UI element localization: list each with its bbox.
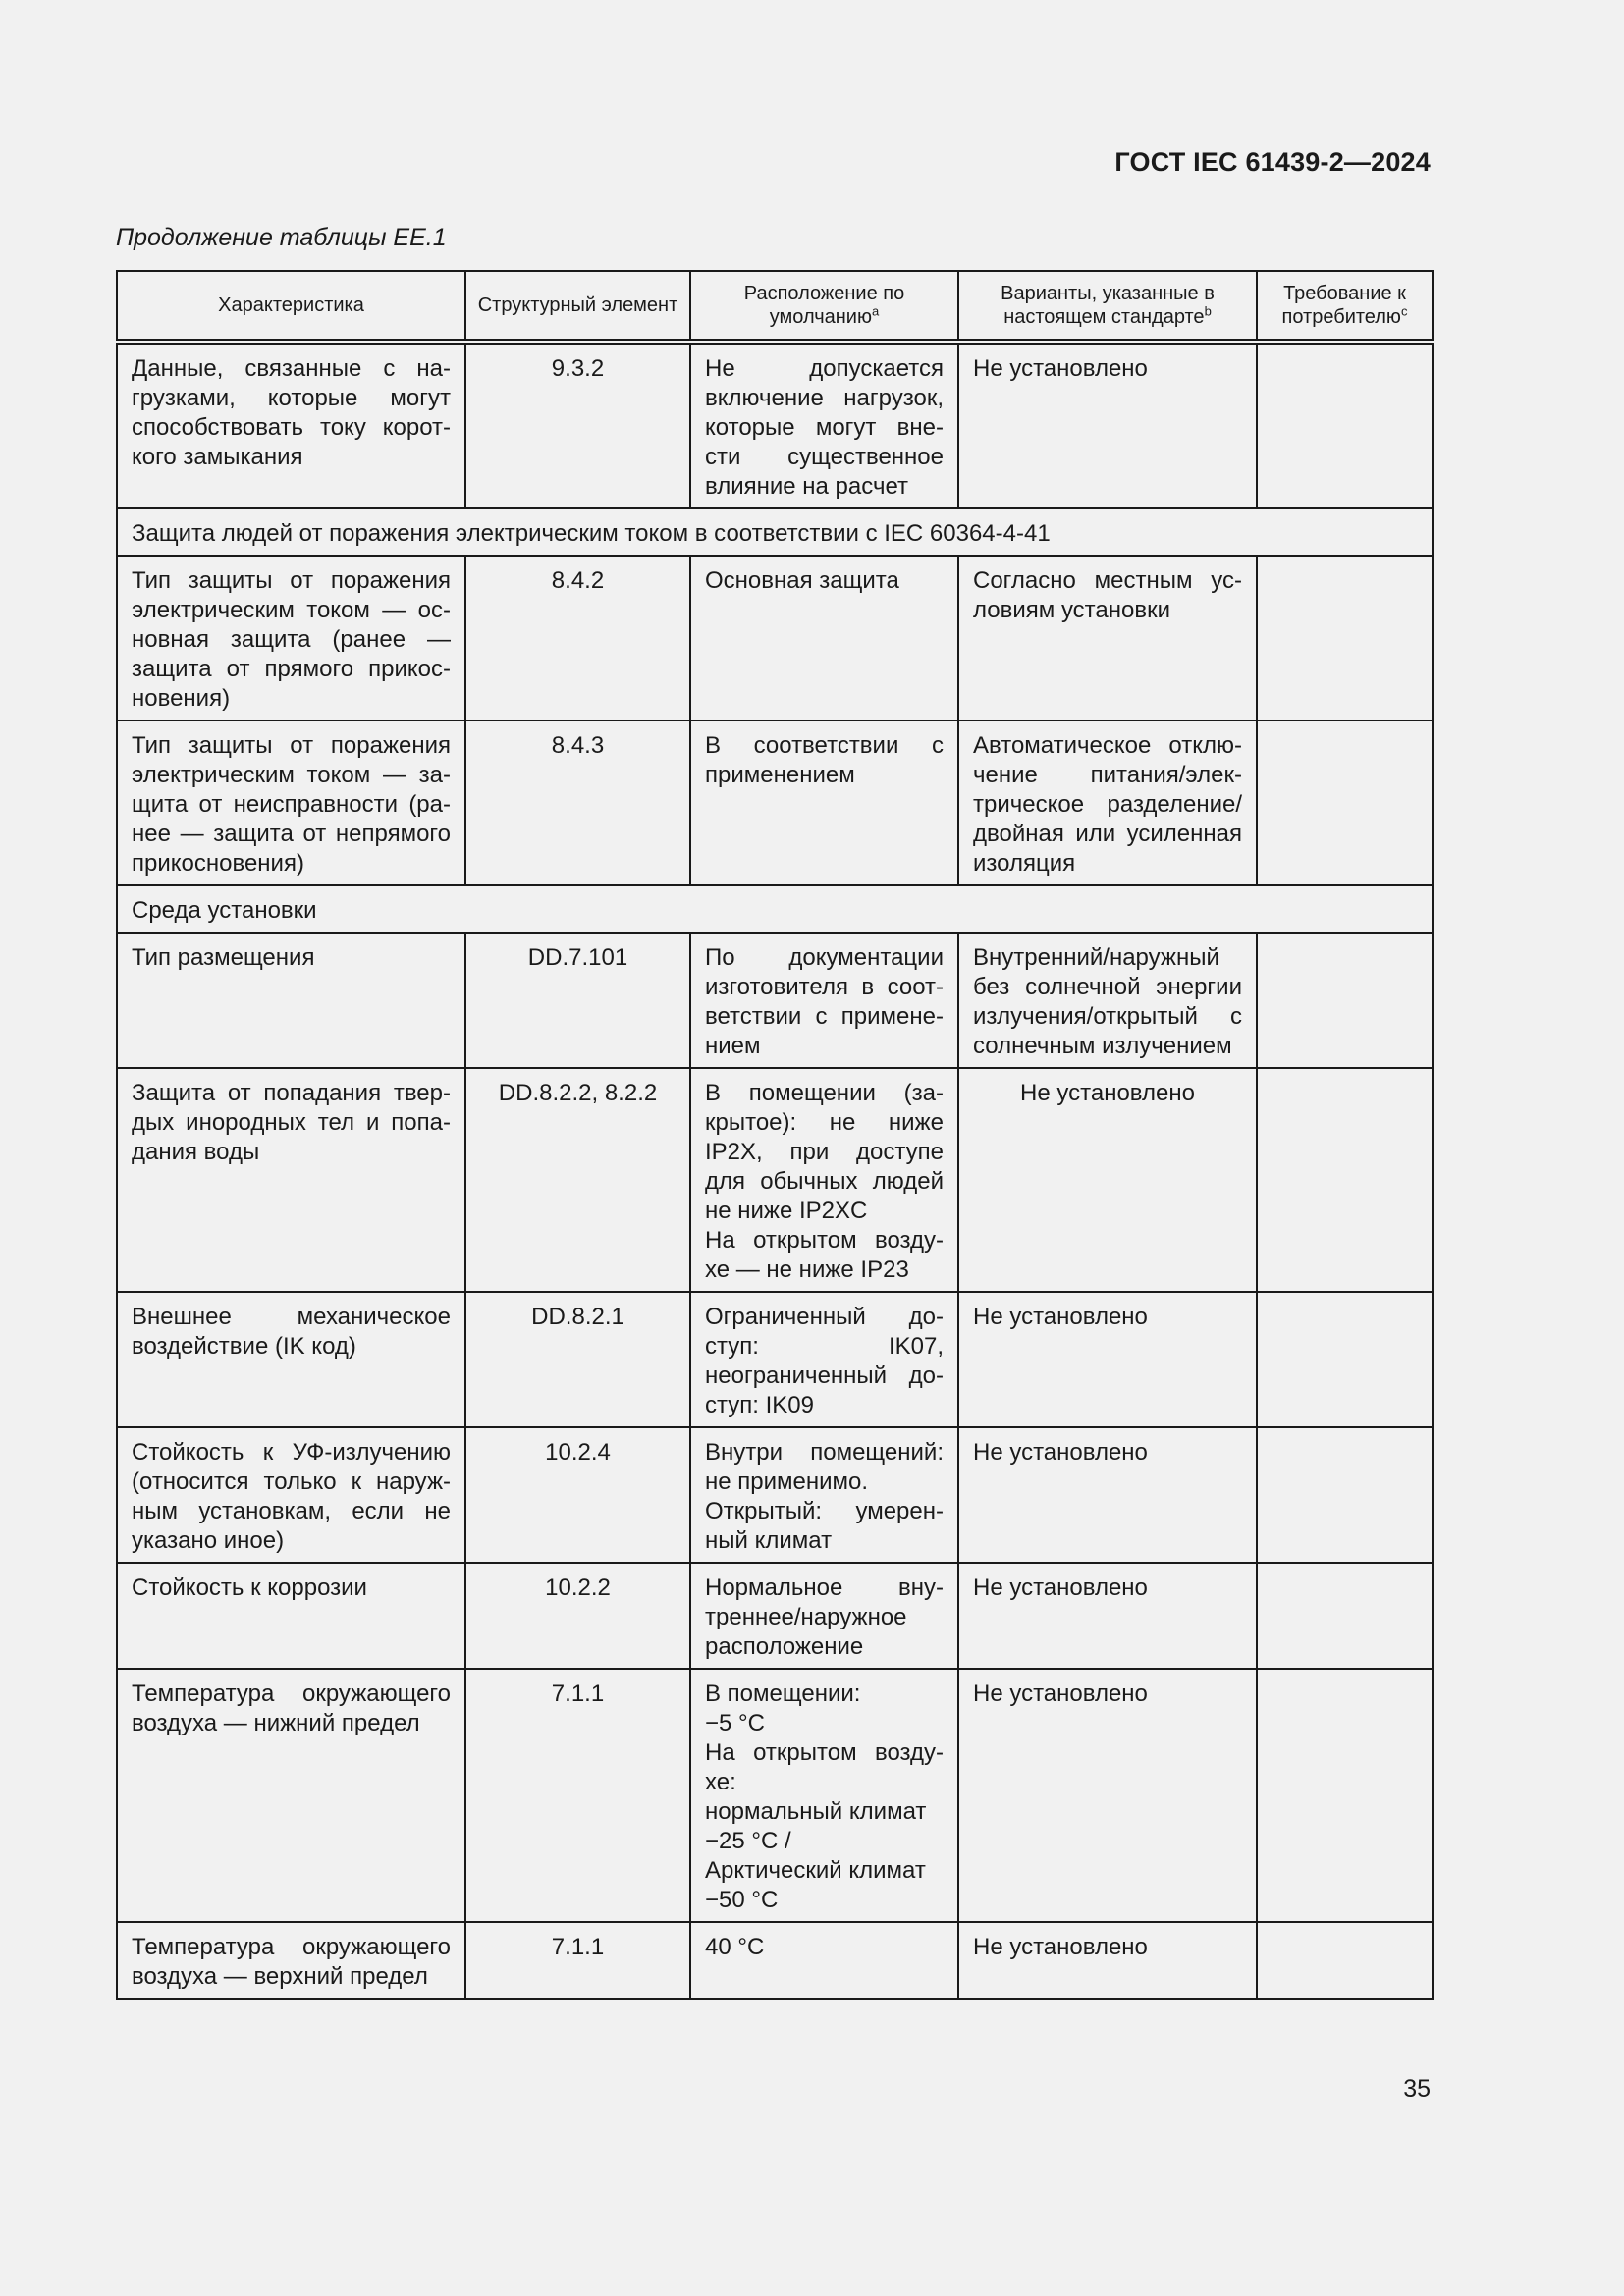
user-requirement-cell [1257, 1427, 1433, 1563]
section-row [117, 508, 1433, 556]
table-row [117, 1669, 1433, 1922]
default-arrangement-cell [690, 1292, 958, 1427]
column-header-label: Структурный элемент [477, 294, 678, 316]
standard-designation: ГОСТ IEC 61439-2—2024 [1114, 147, 1431, 177]
options-cell: Не установлено [958, 1427, 1257, 1563]
default-arrangement-line: В соответствии с применением [705, 732, 944, 788]
default-arrangement-cell [690, 342, 958, 508]
default-arrangement-line: −50 °C [705, 1887, 779, 1913]
page-number: 35 [1403, 2075, 1431, 2103]
user-requirement-cell [1257, 1068, 1433, 1292]
default-arrangement-cell [690, 721, 958, 885]
default-arrangement-line: −5 °C [705, 1710, 765, 1736]
options-cell: Автоматическое отклю-чение питания/элек-трическое разделение/ двойная или усиленная изоляция [958, 721, 1257, 885]
user-requirement-cell [1257, 1563, 1433, 1669]
column-header [690, 271, 958, 342]
default-arrangement-line: Не допускается включение нагрузок, которые могут вне-сти существенное влияние на расчет [705, 355, 944, 500]
default-arrangement-cell [690, 933, 958, 1068]
table-header-row [117, 271, 1433, 342]
default-arrangement-line: В помещении: [705, 1681, 861, 1707]
table-row [117, 1068, 1433, 1292]
structural-element-cell: DD.7.101 [465, 933, 690, 1068]
default-arrangement-cell [690, 1563, 958, 1669]
user-requirement-cell [1257, 933, 1433, 1068]
options-cell: Внутренний/наружный без солнечной энергии излучения/открытый с солнечным излучением [958, 933, 1257, 1068]
default-arrangement-line: −25 °C / [705, 1828, 791, 1854]
section-row [117, 885, 1433, 933]
characteristic-cell: Защита от попадания твер-дых инородных тел и попа-дания воды [117, 1068, 465, 1292]
structural-element-cell: 10.2.2 [465, 1563, 690, 1669]
column-header [958, 271, 1257, 342]
table-row [117, 1563, 1433, 1669]
characteristic-cell: Тип размещения [117, 933, 465, 1068]
default-arrangement-line: В помещении (за-крытое): не ниже IP2X, при доступе для обычных людей не ниже IP2XC [705, 1080, 944, 1224]
user-requirement-cell [1257, 342, 1433, 508]
default-arrangement-line: 40 °C [705, 1934, 765, 1960]
default-arrangement-cell [690, 556, 958, 721]
table-row [117, 556, 1433, 721]
table-row [117, 342, 1433, 508]
column-header-label: Расположение по умолчанию [743, 283, 905, 328]
characteristic-cell: Стойкость к УФ-излучению (относится только к наруж-ным установкам, если не указано иное) [117, 1427, 465, 1563]
requirements-table [116, 270, 1434, 2000]
column-header-label: Варианты, указанные в настоящем стандарте [1001, 283, 1215, 328]
options-cell: Не установлено [958, 1068, 1257, 1292]
structural-element-cell: 8.4.3 [465, 721, 690, 885]
options-cell: Не установлено [958, 1669, 1257, 1922]
user-requirement-cell [1257, 556, 1433, 721]
table-row [117, 1292, 1433, 1427]
characteristic-cell: Тип защиты от поражения электрическим током — за-щита от неисправности (ра-нее — защита от непрямого прикосновения) [117, 721, 465, 885]
default-arrangement-line: Основная защита [705, 567, 899, 594]
user-requirement-cell [1257, 1669, 1433, 1922]
default-arrangement-line: Нормальное вну-треннее/наружное расположение [705, 1575, 944, 1660]
options-cell: Не установлено [958, 1922, 1257, 1999]
structural-element-cell: 10.2.4 [465, 1427, 690, 1563]
table-row [117, 1427, 1433, 1563]
options-cell: Не установлено [958, 1292, 1257, 1427]
section-title: Защита людей от поражения электрическим током в соответствии с IEC 60364-4-41 [117, 508, 1433, 556]
structural-element-cell: DD.8.2.1 [465, 1292, 690, 1427]
default-arrangement-line: Ограниченный до-ступ: IK07, неограниченный до-ступ: IK09 [705, 1304, 944, 1418]
default-arrangement-cell [690, 1427, 958, 1563]
default-arrangement-cell [690, 1922, 958, 1999]
column-header [117, 271, 465, 342]
characteristic-cell: Внешнее механическое воздействие (IK код) [117, 1292, 465, 1427]
structural-element-cell: DD.8.2.2, 8.2.2 [465, 1068, 690, 1292]
default-arrangement-line: Открытый: умерен-ный климат [705, 1498, 944, 1554]
column-header-label: Характеристика [218, 294, 364, 316]
characteristic-cell: Стойкость к коррозии [117, 1563, 465, 1669]
structural-element-cell: 9.3.2 [465, 342, 690, 508]
characteristic-cell: Температура окружающего воздуха — нижний предел [117, 1669, 465, 1922]
default-arrangement-cell [690, 1068, 958, 1292]
table-caption: Продолжение таблицы ЕЕ.1 [116, 224, 447, 251]
section-title: Среда установки [117, 885, 1433, 933]
default-arrangement-line: Арктический климат [705, 1857, 926, 1884]
structural-element-cell: 7.1.1 [465, 1669, 690, 1922]
default-arrangement-line: На открытом возду-хе — не ниже IP23 [705, 1227, 944, 1283]
structural-element-cell: 7.1.1 [465, 1922, 690, 1999]
structural-element-cell: 8.4.2 [465, 556, 690, 721]
footnote-marker: a [871, 303, 880, 319]
table-row [117, 933, 1433, 1068]
user-requirement-cell [1257, 1292, 1433, 1427]
user-requirement-cell [1257, 1922, 1433, 1999]
user-requirement-cell [1257, 721, 1433, 885]
characteristic-cell: Тип защиты от поражения электрическим током — ос-новная защита (ранее — защита от прямого прикос-новения) [117, 556, 465, 721]
options-cell: Согласно местным ус-ловиям установки [958, 556, 1257, 721]
default-arrangement-line: По документации изготовителя в соот-ветствии с примене-нием [705, 944, 944, 1059]
footnote-marker: c [1400, 303, 1408, 319]
default-arrangement-line: На открытом возду-хе: [705, 1739, 944, 1795]
characteristic-cell: Температура окружающего воздуха — верхний предел [117, 1922, 465, 1999]
options-cell: Не установлено [958, 342, 1257, 508]
column-header [1257, 271, 1433, 342]
default-arrangement-cell [690, 1669, 958, 1922]
footnote-marker: b [1204, 303, 1212, 319]
default-arrangement-line: нормальный климат [705, 1798, 927, 1825]
default-arrangement-line: Внутри помещений: не применимо. [705, 1439, 944, 1495]
column-header-label: Требование к потребителю [1281, 283, 1406, 328]
table-body [117, 342, 1433, 1999]
characteristic-cell: Данные, связанные с на-грузками, которые могут способствовать току корот-кого замыкания [117, 342, 465, 508]
table-row [117, 721, 1433, 885]
options-cell: Не установлено [958, 1563, 1257, 1669]
table-row [117, 1922, 1433, 1999]
column-header [465, 271, 690, 342]
